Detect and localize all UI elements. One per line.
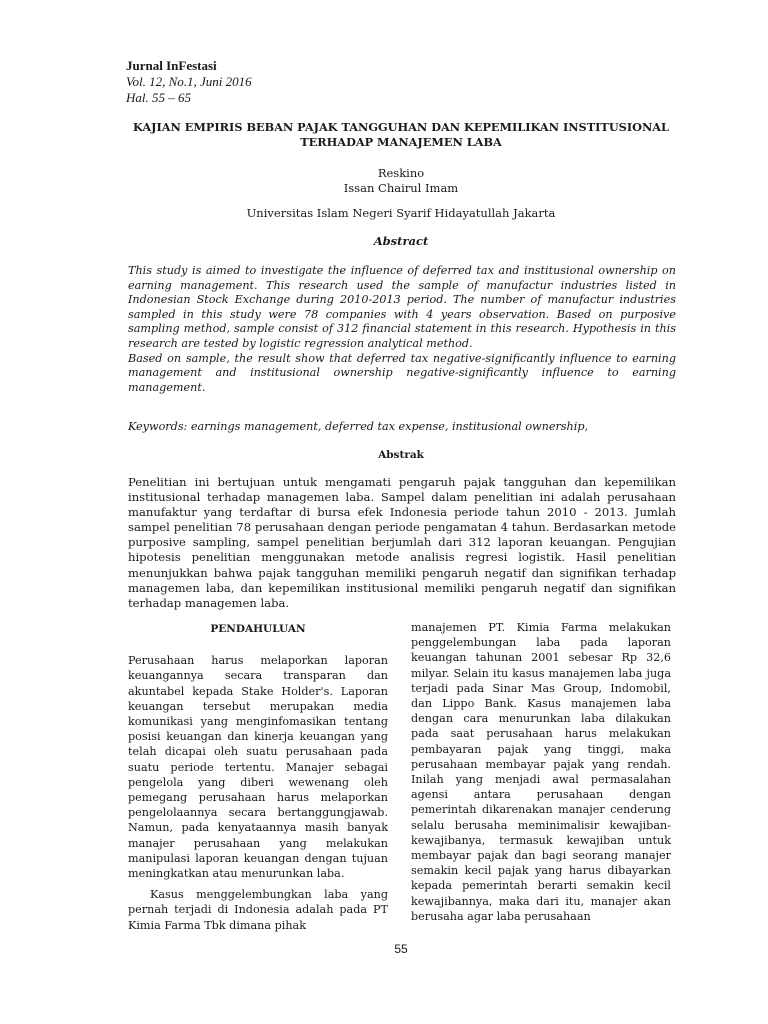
body-paragraph: manajemen PT. Kimia Farma melakukan penggelembungan laba pada laporan keuangan tahunan 2001 sebesar Rp 32,6 milyar. Selain itu kasus manajemen laba juga terjadi pada Sinar Mas Group, Indomobil, dan Lippo Bank. Kasus manajemen laba dengan cara menurunkan laba dilakukan pada saat perusahaan harus melakukan pembayaran pajak yang tinggi, maka perusahaan membayar pajak yang rendah. Inilah yang menjadi awal permasalahan agensi antara perusahaan dengan pemerintah dikarenakan manajer cenderung selalu berusaha meminimalisir kewajiban-kewajibanya, termasuk kewajiban untuk membayar pajak dan bagi seorang manajer semakin kecil pajak yang harus dibayarkan kepada pemerintah berarti semakin kecil kewajibannya, maka dari itu, manajer akan berusaha agar laba perusahaan xyxy=(411,621,671,923)
journal-pages: Hal. 55 – 65 xyxy=(126,90,191,105)
abstrak-heading: Abstrak xyxy=(378,449,424,461)
author-name: Reskino xyxy=(377,166,425,180)
article-title: KAJIAN EMPIRIS BEBAN PAJAK TANGGUHAN DAN KEPEMILIKAN INSTITUSIONAL TERHADAP MANAJEMEN LABA xyxy=(133,120,669,149)
section-heading: PENDAHULUAN xyxy=(210,623,306,635)
author-name: Issan Chairul Imam xyxy=(343,180,459,195)
affiliation: Universitas Islam Negeri Syarif Hidayatullah Jakarta xyxy=(246,206,556,220)
journal-name: Jurnal InFestasi xyxy=(126,58,217,73)
body-column-right xyxy=(411,620,671,924)
abstract-heading: Abstract xyxy=(373,234,429,248)
abstract-paragraph: Based on sample, the result show that deferred tax negative-significantly influence to earning management and institusional ownership negative-significantly influence to earning management. xyxy=(128,351,676,394)
abstrak-indonesian: Penelitian ini bertujuan untuk mengamati pengaruh pajak tangguhan dan kepemilikan institusional terhadap managemen laba. Sampel dalam penelitian ini adalah perusahaan manufaktur yang terdaftar di bursa efek Indonesia periode tahun 2010 - 2013. Jumlah sampel penelitian 78 perusahaan dengan periode pengamatan 4 tahun. Berdasarkan metode purposive sampling, sampel penelitian berjumlah dari 312 laporan keuangan. Pengujian hipotesis penelitian menggunakan metode analisis regresi logistik. Hasil penelitian menunjukkan bahwa pajak tangguhan memiliki pengaruh negatif dan signifikan terhadap managemen laba, dan kepemilikan institusional memiliki pengaruh negatif dan signifikan terhadap managemen laba. xyxy=(128,475,676,610)
page-number: 55 xyxy=(394,942,408,956)
body-paragraph: Kasus menggelembungkan laba yang pernah terjadi di Indonesia adalah pada PT Kimia Farma Tbk dimana pihak xyxy=(128,888,388,932)
body-paragraph: Perusahaan harus melaporkan laporan keuangannya secara transparan dan akuntabel kepada Stake Holder's. Laporan keuangan tersebut merupakan media komunikasi yang menginfomasikan tentang posisi keuangan dan kinerja keuangan yang telah dicapai oleh suatu perusahaan pada suatu periode tertentu. Manajer sebagai pengelola yang diberi wewenang oleh pemegang perusahaan harus melaporkan pengelolaannya secara bertanggungjawab. Namun, pada kenyataannya masih banyak manajer perusahaan yang melakukan manipulasi laporan keuangan dengan tujuan meningkatkan atau menurunkan laba. xyxy=(128,654,388,881)
abstract-paragraph: This study is aimed to investigate the influence of deferred tax and institusional ownership on earning management. This research used the sample of manufactur industries listed in Indonesian Stock Exchange during 2010-2013 period. The number of manufactur industries sampled in this study were 78 companies with 4 years observation. Based on purposive sampling method, sample consist of 312 financial statement in this research. Hypothesis in this research are tested by logistic regression analytical method. xyxy=(128,264,676,350)
journal-volume: Vol. 12, No.1, Juni 2016 xyxy=(126,74,252,89)
abstract-english xyxy=(128,264,676,395)
body-column-left xyxy=(128,620,388,933)
keywords: Keywords: earnings management, deferred tax expense, institusional ownership, xyxy=(128,420,589,433)
journal-header xyxy=(126,58,252,106)
author-list xyxy=(126,166,676,195)
